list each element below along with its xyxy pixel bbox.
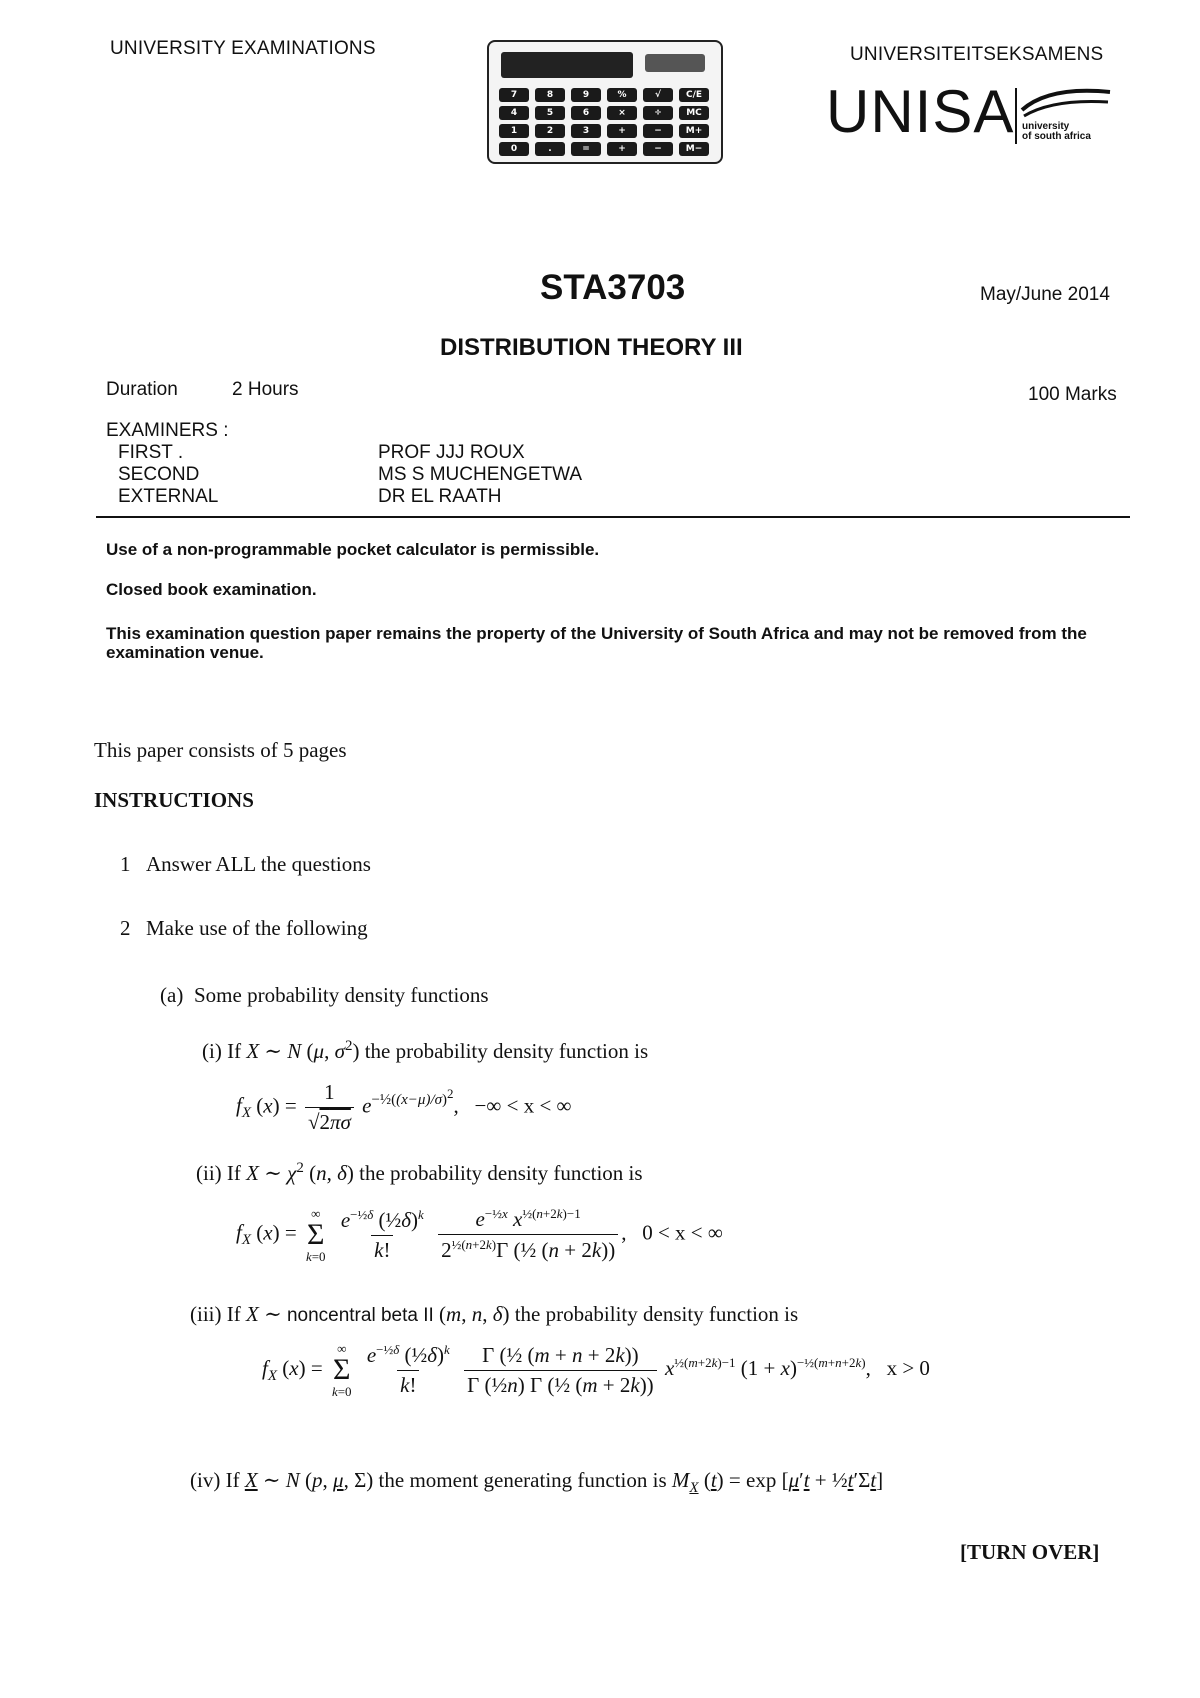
unisa-logo-mark-icon	[1020, 86, 1112, 120]
calculator-key: −	[643, 124, 673, 138]
item-iii-label: (iii)	[190, 1302, 222, 1326]
examiner-names	[378, 442, 582, 508]
calculator-display	[501, 52, 633, 78]
normal-pdf-formula: $f_X$ (x) = $\frac{1}{√2\pi\sigma}$ $e^{-\frac{1}{2}((x-\mu)/\sigma)^2}$, −∞ < x < ∞	[236, 1080, 572, 1134]
item-i-label: (i)	[202, 1039, 222, 1063]
header-right-text: UNIVERSITEITSEKSAMENS	[850, 44, 1104, 65]
duration-label: Duration	[106, 379, 178, 400]
calculator-key: 2	[535, 124, 565, 138]
item-iii-statement: (iii) If X ∼ noncentral beta II (m, n, δ) the probability density function is	[190, 1302, 799, 1326]
calculator-key: =	[571, 142, 601, 156]
calculator-key: −	[643, 142, 673, 156]
item-ii-label: (ii)	[196, 1161, 222, 1185]
item-iii-range: x > 0	[886, 1355, 930, 1380]
calculator-key: √	[643, 88, 673, 102]
item-iv-if: If	[225, 1468, 240, 1492]
calculator-key: .	[535, 142, 565, 156]
calculator-key: C/E	[679, 88, 709, 102]
unisa-logo-text: UNISA	[826, 78, 1015, 145]
calculator-key: ÷	[643, 106, 673, 120]
logo-divider	[1015, 88, 1017, 144]
instruction-2-text: Make use of the following	[146, 916, 368, 940]
item-iii-dist-name: noncentral beta II	[286, 1305, 434, 1326]
calculator-key: %	[607, 88, 637, 102]
examiner-role-external: EXTERNAL	[118, 486, 219, 507]
examiner-role-second: SECOND	[118, 464, 200, 485]
exam-date: May/June 2014	[980, 284, 1110, 305]
calculator-key: 3	[571, 124, 601, 138]
notice-property: This examination question paper remains the property of the University of South Africa and may not be removed from the examination venue.	[106, 624, 1087, 662]
beta-pdf-formula: $f_X$ (x) = ∞ Σ k=0 $\frac{e^{-\frac{1}{2}\delta} (\frac{1}{2}\delta)^k}{k!}$ $\frac{\text{Γ (½ (m + n + 2k))}}{\text{Γ (½n) Γ (½ (m + 2k))}}$ $x^{\frac{1}{2}(m+2k)-1}$ $(1 + x)^{-\frac{1}{2}(m+n+2k)}$, x > 0	[262, 1341, 930, 1399]
calculator-key: +	[607, 124, 637, 138]
calculator-key: 5	[535, 106, 565, 120]
examiner-role-first: FIRST .	[118, 442, 184, 463]
instruction-1-number: 1	[120, 852, 131, 876]
total-marks: 100 Marks	[1028, 384, 1117, 405]
subitem-a-label: (a)	[160, 983, 184, 1007]
item-ii-if: If	[226, 1161, 241, 1185]
chisquare-pdf-formula: $f_X$ (x) = ∞ Σ k=0 $\frac{e^{-\frac{1}{2}\delta} (\frac{1}{2}\delta)^k}{k!}$ $\frac{e^{-\frac{1}{2}x} x^{\frac{1}{2}(n+2k)-1}}{2^{\frac{1}{2}(n+2k)}\Gamma (\frac{1}{2} (n + 2k))}$ , 0 < x < ∞	[236, 1205, 723, 1264]
calculator-key: 0	[499, 142, 529, 156]
course-title: DISTRIBUTION THEORY III	[440, 334, 743, 361]
unisa-logo-subtitle: university of south africa	[1022, 121, 1091, 142]
item-i-statement: (i) If X ∼ N (μ, $\sigma^2$) the probability density function is	[202, 1038, 649, 1063]
pages-note: This paper consists of 5 pages	[94, 738, 347, 762]
item-iii-if: If	[226, 1302, 241, 1326]
calculator-key: 8	[535, 88, 565, 102]
examiner-name-external: DR EL RAATH	[378, 486, 502, 507]
calculator-solar-panel	[645, 54, 705, 72]
calculator-key: 1	[499, 124, 529, 138]
item-ii-tail: the probability density function is	[359, 1161, 643, 1185]
examiner-name-first: PROF JJJ ROUX	[378, 442, 525, 463]
examiner-name-second: MS S MUCHENGETWA	[378, 464, 583, 485]
calculator-keypad	[499, 88, 711, 156]
calculator-key: M−	[679, 142, 709, 156]
item-iv-label: (iv)	[190, 1468, 221, 1492]
instruction-1-text: Answer ALL the questions	[146, 852, 371, 876]
item-iv-tail: the moment generating function is	[378, 1468, 667, 1492]
item-i-if: If	[227, 1039, 242, 1063]
calculator-icon	[487, 40, 723, 164]
item-iii-tail: the probability density function is	[514, 1302, 799, 1326]
item-i-tail: the probability density function is	[364, 1039, 649, 1063]
item-ii-range: 0 < x < ∞	[642, 1220, 723, 1245]
calculator-key: M+	[679, 124, 709, 138]
item-ii-statement: (ii) If X ∼ $\chi^2$ (n, δ) the probability density function is	[196, 1160, 643, 1185]
turn-over-note: [TURN OVER]	[960, 1540, 1100, 1564]
header-rule	[96, 516, 1130, 518]
calculator-key: ×	[607, 106, 637, 120]
course-code: STA3703	[540, 268, 686, 307]
header-left-text: UNIVERSITY EXAMINATIONS	[110, 38, 376, 59]
calculator-key: 4	[499, 106, 529, 120]
instructions-heading: INSTRUCTIONS	[94, 788, 254, 812]
item-i-range: −∞ < x < ∞	[474, 1093, 572, 1118]
calculator-key: 6	[571, 106, 601, 120]
duration-value: 2 Hours	[232, 379, 299, 400]
subitem-a-text: Some probability density functions	[194, 983, 489, 1007]
examiners-heading: EXAMINERS :	[106, 420, 229, 441]
calculator-key: +	[607, 142, 637, 156]
calculator-key: 9	[571, 88, 601, 102]
notice-closed-book: Closed book examination.	[106, 580, 317, 599]
calculator-key: MC	[679, 106, 709, 120]
calculator-key: 7	[499, 88, 529, 102]
notice-calculator: Use of a non-programmable pocket calculator is permissible.	[106, 540, 600, 559]
item-iv-statement: (iv) If X ∼ N (p, μ, Σ) the moment generating function is $M_X$ (t) = exp [μ′t + ½t′Σt]	[190, 1468, 884, 1497]
instruction-2-number: 2	[120, 916, 131, 940]
examiner-roles	[118, 442, 218, 508]
